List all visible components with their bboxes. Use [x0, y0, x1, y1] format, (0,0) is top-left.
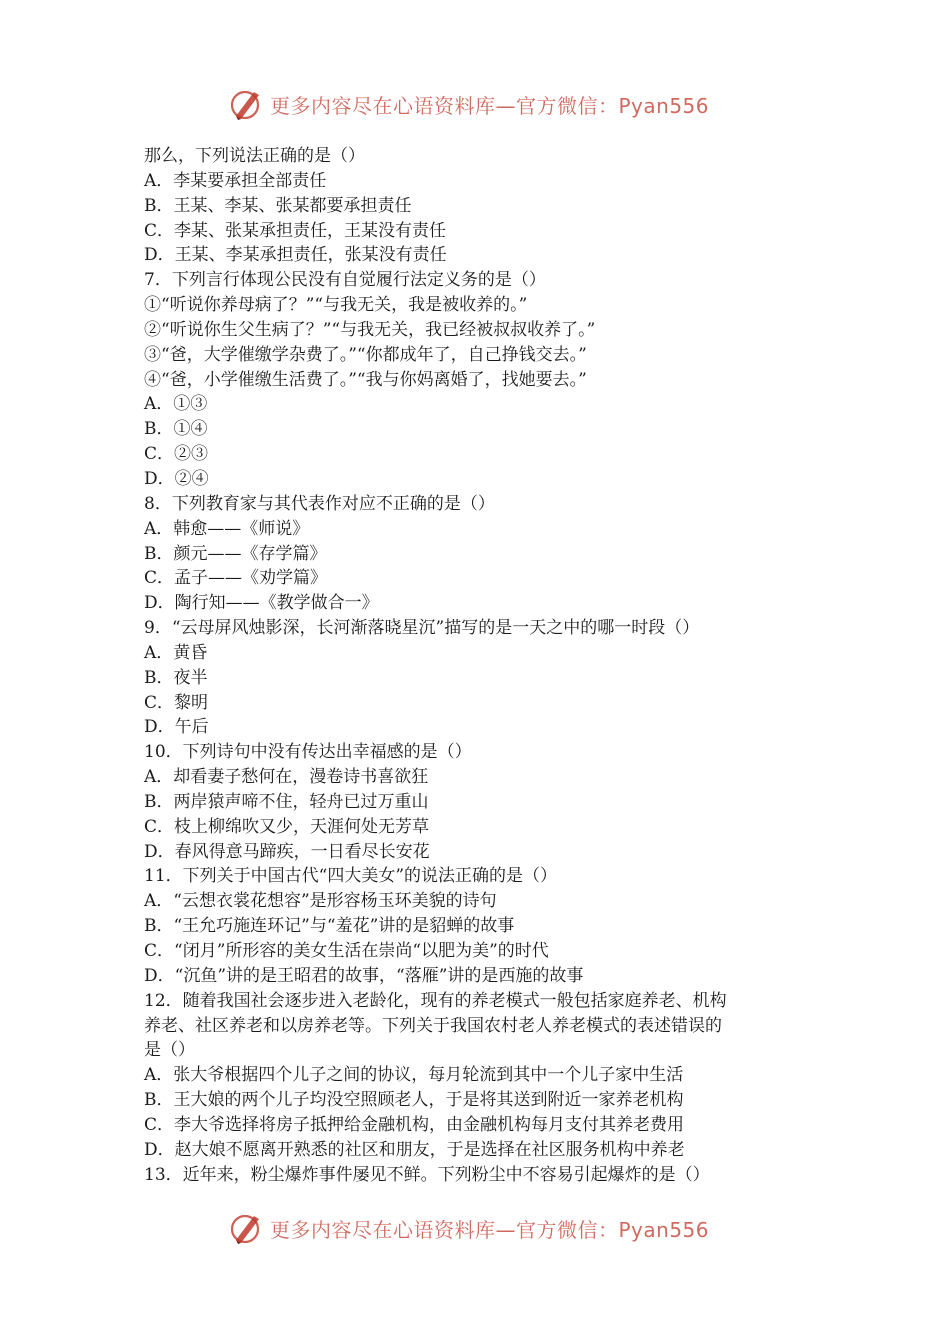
- q7-option-c: C．②③: [144, 444, 209, 465]
- q9-stem: 9．“云母屏风烛影深，长河渐落晓星沉”描写的是一天之中的哪一时段（）: [144, 618, 700, 639]
- q12-option-a: A．张大爷根据四个儿子之间的协议，每月轮流到其中一个儿子家中生活: [144, 1065, 684, 1086]
- watermark-text: 更多内容尽在心语资料库—官方微信：Pyan556: [270, 93, 710, 118]
- watermark-text: 更多内容尽在心语资料库—官方微信：Pyan556: [270, 1217, 710, 1242]
- q12-option-d: D．赵大娘不愿离开熟悉的社区和朋友，于是选择在社区服务机构中养老: [144, 1139, 685, 1160]
- q9-option-b: B．夜半: [144, 667, 208, 688]
- q7-option-b: B．①④: [144, 419, 208, 440]
- q8-option-b: B．颜元——《存学篇》: [144, 543, 327, 564]
- q9-option-d: D．午后: [144, 717, 209, 738]
- q10-option-c: C．枝上柳绵吹又少，天涯何处无芳草: [144, 816, 430, 837]
- pen-logo-icon: [228, 86, 264, 122]
- q11-stem: 11．下列关于中国古代“四大美女”的说法正确的是（）: [144, 866, 558, 887]
- q9-option-c: C．黎明: [144, 692, 209, 713]
- q11-option-a: A．“云想衣裳花想容”是形容杨玉环美貌的诗句: [144, 891, 497, 912]
- q7-stem: 7．下列言行体现公民没有自觉履行法定义务的是（）: [144, 270, 546, 291]
- q8-option-d: D．陶行知——《教学做合一》: [144, 593, 379, 614]
- question-content: [144, 144, 814, 1187]
- q10-option-d: D．春风得意马蹄疾，一日看尽长安花: [144, 841, 430, 862]
- q10-option-a: A．却看妻子愁何在，漫卷诗书喜欲狂: [144, 767, 429, 788]
- q12-option-c: C．李大爷选择将房子抵押给金融机构，由金融机构每月支付其养老费用: [144, 1114, 685, 1135]
- q8-option-a: A．韩愈——《师说》: [144, 518, 310, 539]
- q6-option-a: A．李某要承担全部责任: [144, 170, 327, 191]
- q11-option-c: C．“闭月”所形容的美女生活在崇尚“以肥为美”的时代: [144, 941, 549, 961]
- watermark-banner-bottom: [228, 1208, 748, 1248]
- q6-option-d: D．王某、李某承担责任，张某没有责任: [144, 245, 447, 266]
- q7-statement-4: ④“爸，小学催缴生活费了。”“我与你妈离婚了，找她要去。”: [144, 369, 587, 390]
- q7-option-d: D．②④: [144, 468, 209, 489]
- q12-stem-line-1: 12．随着我国社会逐步进入老龄化，现有的养老模式一般包括家庭养老、机构: [144, 990, 727, 1011]
- q6-option-b: B．王某、李某、张某都要承担责任: [144, 195, 412, 216]
- q12-stem-line-3: 是（）: [144, 1040, 195, 1061]
- q12-option-b: B．王大娘的两个儿子均没空照顾老人，于是将其送到附近一家养老机构: [144, 1090, 684, 1111]
- q13-stem: 13．近年来，粉尘爆炸事件屡见不鲜。下列粉尘中不容易引起爆炸的是（）: [144, 1164, 710, 1185]
- q8-option-c: C．孟子——《劝学篇》: [144, 568, 328, 589]
- q7-statement-2: ②“听说你生父生病了？”“与我无关，我已经被叔叔收养了。”: [144, 319, 596, 340]
- q7-statement-1: ①“听说你养母病了？”“与我无关，我是被收养的。”: [144, 295, 528, 316]
- q11-option-b: B．“王允巧施连环记”与“羞花”讲的是貂蝉的故事: [144, 916, 515, 937]
- q6-option-c: C．李某、张某承担责任，王某没有责任: [144, 220, 447, 241]
- q8-stem: 8．下列教育家与其代表作对应不正确的是（）: [144, 493, 495, 514]
- q7-statement-3: ③“爸，大学催缴学杂费了。”“你都成年了，自己挣钱交去。”: [144, 344, 587, 365]
- q9-option-a: A．黄昏: [144, 642, 208, 663]
- watermark-banner-top: [228, 84, 748, 124]
- q10-option-b: B．两岸猿声啼不住，轻舟已过万重山: [144, 791, 429, 812]
- q12-stem-line-2: 养老、社区养老和以房养老等。下列关于我国农村老人养老模式的表述错误的: [144, 1015, 722, 1036]
- q10-stem: 10．下列诗句中没有传达出幸福感的是（）: [144, 742, 472, 763]
- q11-option-d: D．“沉鱼”讲的是王昭君的故事，“落雁”讲的是西施的故事: [144, 965, 584, 986]
- q7-option-a: A．①③: [144, 394, 208, 415]
- pen-logo-icon: [228, 1210, 264, 1246]
- q6-stem: 那么，下列说法正确的是（）: [144, 146, 365, 166]
